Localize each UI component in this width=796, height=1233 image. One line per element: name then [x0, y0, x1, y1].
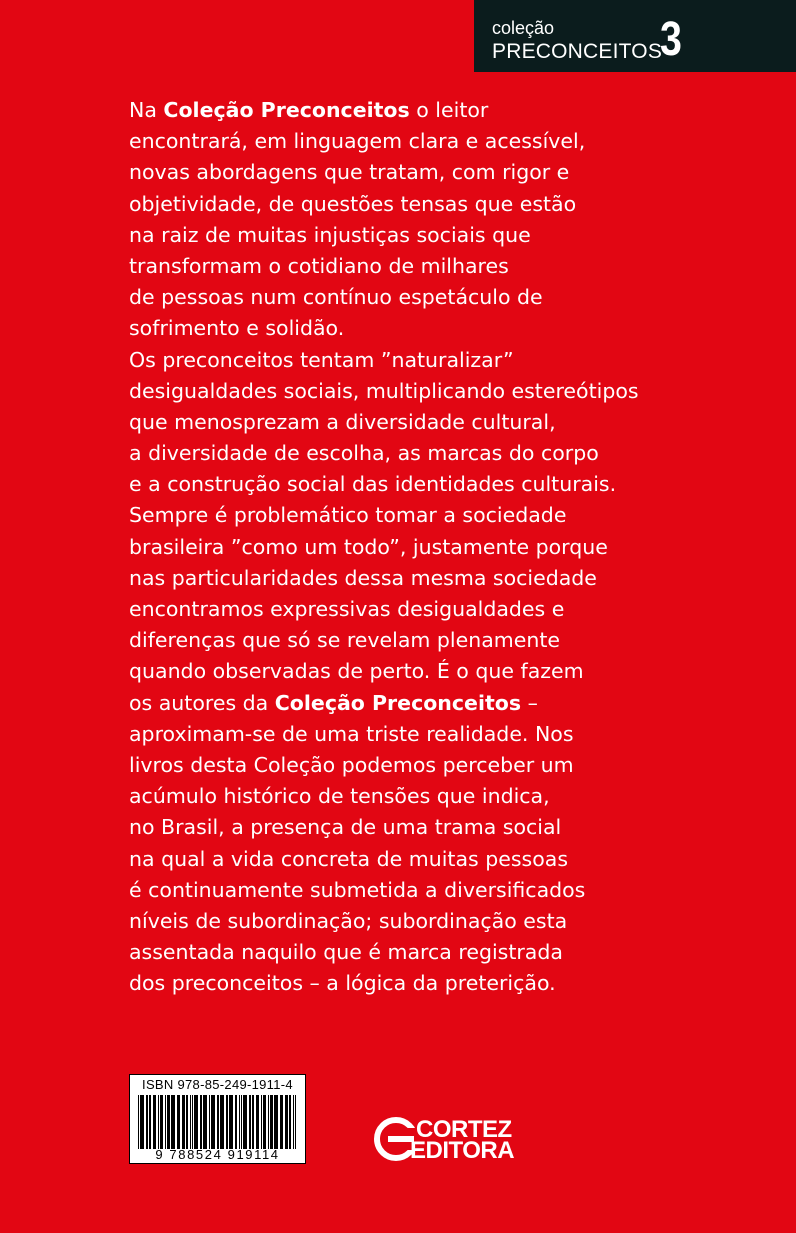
series-tag: [474, 0, 796, 72]
blurb-line: acúmulo histórico de tensões que indica,: [129, 784, 550, 809]
blurb-line: no Brasil, a presença de uma trama social: [129, 815, 562, 840]
blurb-line: na raiz de muitas injustiças sociais que: [129, 222, 531, 247]
blurb-line: é continuamente submetida a diversificados: [129, 877, 586, 902]
blurb-line: diferenças que só se revelam plenamente: [129, 628, 561, 653]
blurb-line: aproximam-se de uma triste realidade. Nos: [129, 721, 574, 746]
blurb-line: quando observadas de perto. É o que fazem: [129, 659, 584, 684]
blurb-line: de pessoas num contínuo espetáculo de: [129, 285, 543, 310]
blurb-line: transformam o cotidiano de milhares: [129, 253, 509, 278]
blurb-line: sofrimento e solidão.: [129, 316, 345, 341]
blurb-line: [129, 95, 649, 126]
series-label: coleção: [492, 18, 555, 38]
blurb-line: encontrará, em linguagem clara e acessível,: [129, 129, 586, 154]
collection-name-bold: Coleção Preconceitos: [163, 98, 410, 122]
series-number: 3: [660, 13, 682, 66]
blurb-line: que menosprezam a diversidade cultural,: [129, 409, 556, 434]
blurb-text: os autores da: [129, 690, 275, 715]
blurb-line: na qual a vida concreta de muitas pessoas: [129, 846, 568, 871]
blurb-line: brasileira ”como um todo”, justamente porque: [129, 534, 608, 559]
publisher-logo: [372, 1112, 532, 1168]
blurb-line: [129, 688, 649, 719]
blurb-line: e a construção social das identidades culturais.: [129, 472, 617, 497]
blurb-line: assentada naquilo que é marca registrada: [129, 940, 563, 965]
series-name: PRECONCEITOS: [492, 40, 663, 63]
blurb-text: –: [521, 690, 538, 715]
blurb-line: encontramos expressivas desigualdades e: [129, 597, 565, 621]
blurb-line: Os preconceitos tentam ”naturalizar”: [129, 347, 514, 372]
blurb-line: objetividade, de questões tensas que estão: [129, 191, 577, 216]
blurb-line: nas particularidades dessa mesma sociedade: [129, 565, 597, 590]
isbn-barcode-box: [129, 1074, 306, 1164]
blurb-line: desigualdades sociais, multiplicando estereótipos: [129, 378, 639, 403]
back-cover-blurb: [129, 95, 649, 999]
isbn-label: ISBN 978-85-249-1911-4: [142, 1077, 293, 1092]
blurb-line: novas abordagens que tratam, com rigor e: [129, 160, 570, 185]
blurb-text: o leitor: [409, 98, 489, 122]
publisher-name-line1: CORTEZ: [416, 1116, 512, 1143]
blurb-line: níveis de subordinação; subordinação esta: [129, 908, 568, 933]
blurb-line: dos preconceitos – a lógica da preterição.: [129, 971, 556, 996]
blurb-line: a diversidade de escolha, as marcas do corpo: [129, 441, 599, 466]
collection-name-bold: Coleção Preconceitos: [274, 690, 522, 715]
isbn-digits: 9 788524 919114: [155, 1147, 280, 1162]
barcode: [136, 1095, 299, 1149]
blurb-text: Na: [129, 98, 164, 122]
blurb-line: livros desta Coleção podemos perceber um: [129, 752, 574, 777]
publisher-name-line2: EDITORA: [410, 1137, 515, 1164]
blurb-line: Sempre é problemático tomar a sociedade: [129, 503, 567, 528]
